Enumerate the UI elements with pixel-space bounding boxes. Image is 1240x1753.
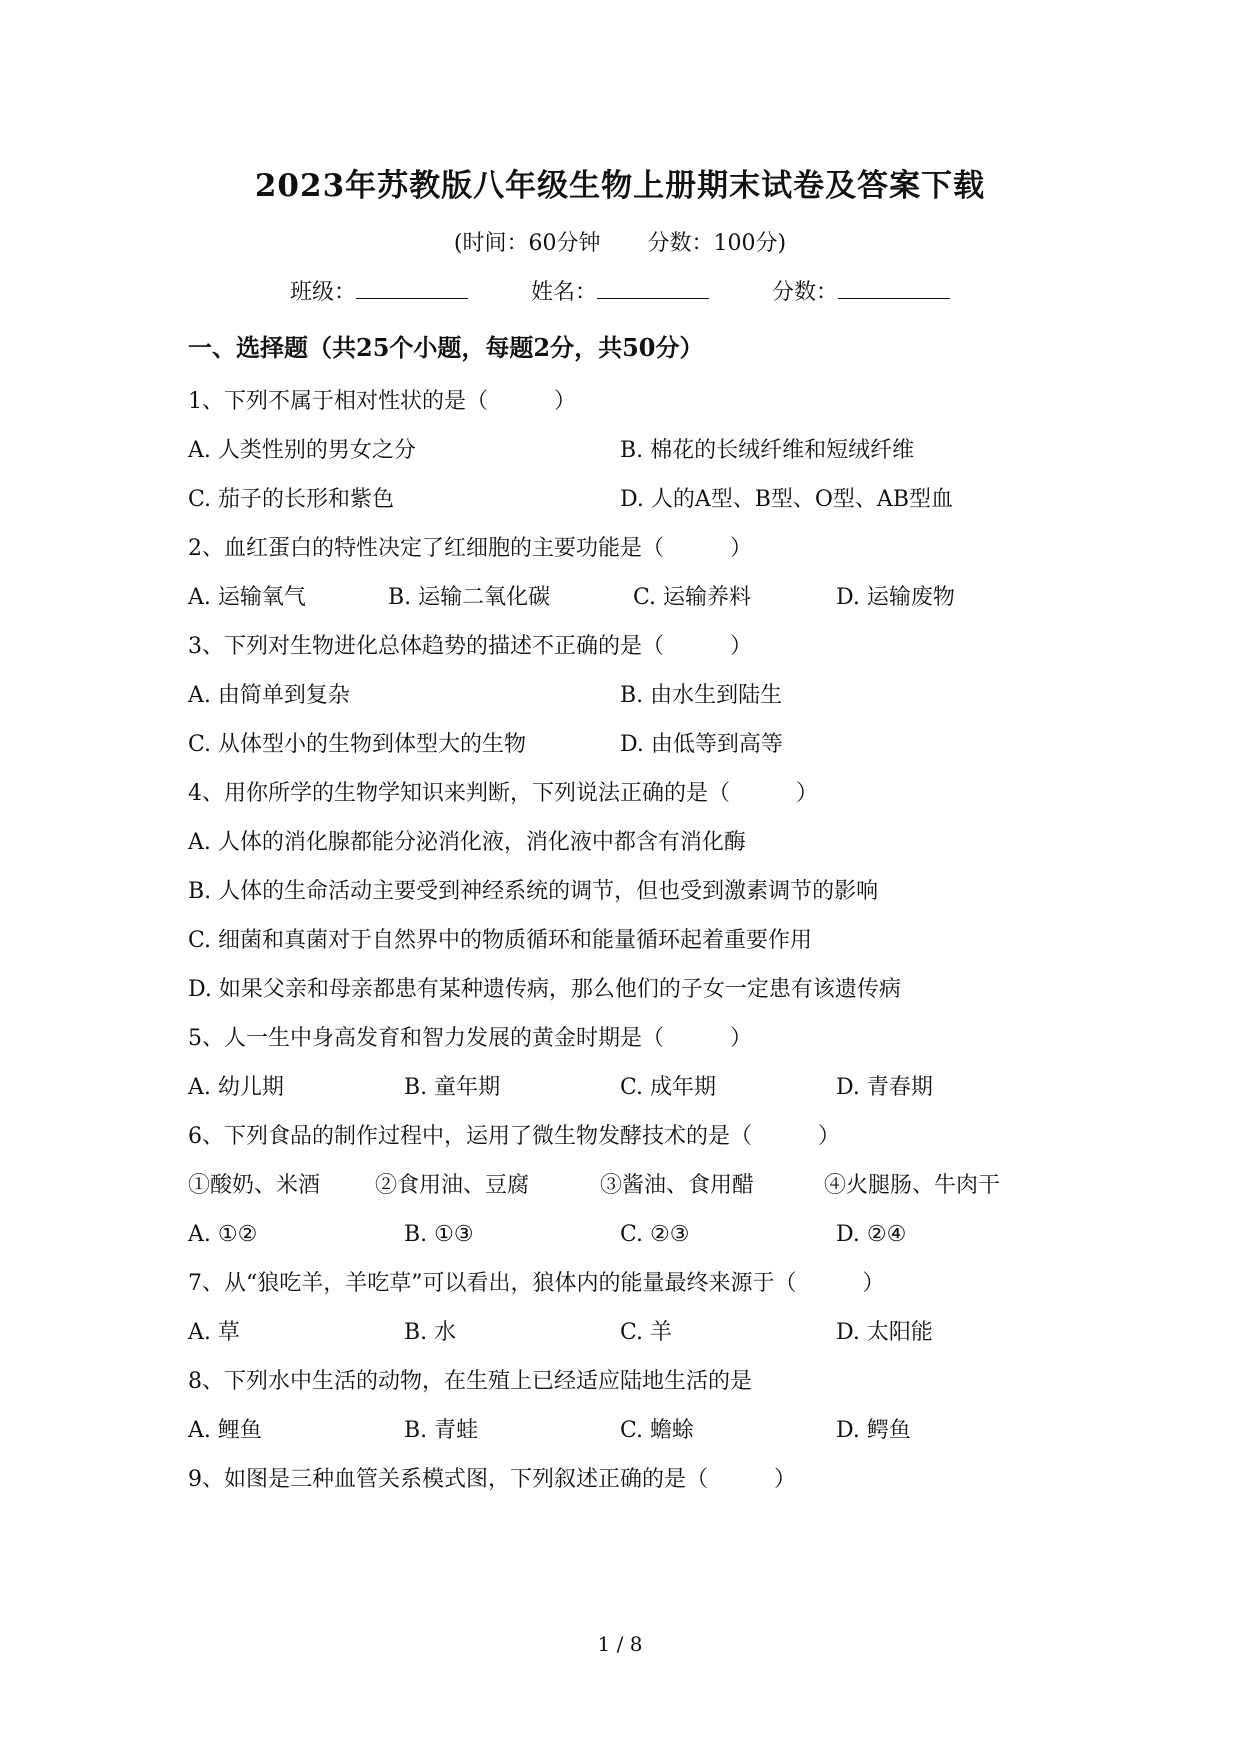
- item-3: ③酱油、食用醋: [600, 1173, 755, 1198]
- option-a: A. 幼儿期: [188, 1075, 284, 1100]
- option-d: D. 鳄鱼: [836, 1418, 911, 1443]
- name-label: 姓名：: [530, 280, 597, 305]
- question-stem: 1、下列不属于相对性状的是（ ）: [188, 389, 576, 414]
- question-stem: 9、如图是三种血管关系模式图，下列叙述正确的是（ ）: [188, 1467, 796, 1492]
- option-a: A. ①②: [188, 1222, 258, 1247]
- option-d: D. 青春期: [836, 1075, 933, 1100]
- option-c: C. ②③: [620, 1222, 690, 1247]
- question-stem: 3、下列对生物进化总体趋势的描述不正确的是（ ）: [188, 634, 752, 659]
- total-score: 分数：100分): [647, 231, 787, 256]
- option-c: C. 羊: [620, 1320, 673, 1345]
- option-c: C. 细菌和真菌对于自然界中的物质循环和能量循环起着重要作用: [188, 928, 813, 953]
- score-field: [772, 275, 950, 306]
- question-stem: 4、用你所学的生物学知识来判断，下列说法正确的是（ ）: [188, 781, 818, 806]
- option-d: D. 人的A型、B型、O型、AB型血: [620, 487, 953, 512]
- option-a: A. 运输氧气: [188, 585, 306, 610]
- name-field: [531, 275, 709, 306]
- option-c: C. 茄子的长形和紫色: [188, 487, 395, 512]
- option-b: B. 人体的生命活动主要受到神经系统的调节，但也受到激素调节的影响: [188, 879, 879, 904]
- option-b: B. 水: [404, 1320, 457, 1345]
- class-blank[interactable]: [356, 278, 468, 299]
- question-stem: 7、从“狼吃羊，羊吃草”可以看出，狼体内的能量最终来源于（ ）: [188, 1271, 885, 1296]
- item-1: ①酸奶、米酒: [188, 1173, 321, 1198]
- exam-meta: [0, 226, 1240, 257]
- option-b: B. ①③: [404, 1222, 474, 1247]
- question-stem: 5、人一生中身高发育和智力发展的黄金时期是（ ）: [188, 1026, 752, 1051]
- score-label: 分数：: [772, 280, 839, 305]
- question-stem: 6、下列食品的制作过程中，运用了微生物发酵技术的是（ ）: [188, 1124, 840, 1149]
- option-c: C. 从体型小的生物到体型大的生物: [188, 732, 527, 757]
- option-b: B. 青蛙: [404, 1418, 479, 1443]
- name-blank[interactable]: [597, 278, 709, 299]
- option-d: D. 如果父亲和母亲都患有某种遗传病，那么他们的子女一定患有该遗传病: [188, 977, 901, 1002]
- option-c: C. 成年期: [620, 1075, 717, 1100]
- option-b: B. 童年期: [404, 1075, 501, 1100]
- section-heading: 一、选择题（共25个小题，每题2分，共50分）: [188, 333, 704, 362]
- option-d: D. 运输废物: [836, 585, 955, 610]
- option-b: B. 运输二氧化碳: [388, 585, 551, 610]
- option-a: A. 鲤鱼: [188, 1418, 262, 1443]
- student-info-row: [0, 275, 1240, 306]
- option-a: A. 人体的消化腺都能分泌消化液，消化液中都含有消化酶: [188, 830, 746, 855]
- item-2: ②食用油、豆腐: [375, 1173, 530, 1198]
- option-b: B. 由水生到陆生: [620, 683, 783, 708]
- option-d: D. ②④: [836, 1222, 907, 1247]
- page-number: 1 / 8: [597, 1632, 643, 1656]
- question-stem: 8、下列水中生活的动物，在生殖上已经适应陆地生活的是: [188, 1369, 752, 1394]
- option-c: C. 蟾蜍: [620, 1418, 695, 1443]
- option-c: C. 运输养料: [633, 585, 752, 610]
- time-limit: (时间：60分钟: [453, 231, 601, 256]
- option-d: D. 由低等到高等: [620, 732, 783, 757]
- item-4: ④火腿肠、牛肉干: [824, 1173, 1001, 1198]
- option-b: B. 棉花的长绒纤维和短绒纤维: [620, 438, 915, 463]
- score-blank[interactable]: [838, 278, 950, 299]
- option-a: A. 由简单到复杂: [188, 683, 350, 708]
- class-label: 班级：: [289, 280, 356, 305]
- option-a: A. 人类性别的男女之分: [188, 438, 416, 463]
- option-a: A. 草: [188, 1320, 240, 1345]
- option-d: D. 太阳能: [836, 1320, 933, 1345]
- class-field: [290, 275, 468, 306]
- page-title: 2023年苏教版八年级生物上册期末试卷及答案下载: [254, 168, 986, 204]
- question-stem: 2、血红蛋白的特性决定了红细胞的主要功能是（ ）: [188, 536, 752, 561]
